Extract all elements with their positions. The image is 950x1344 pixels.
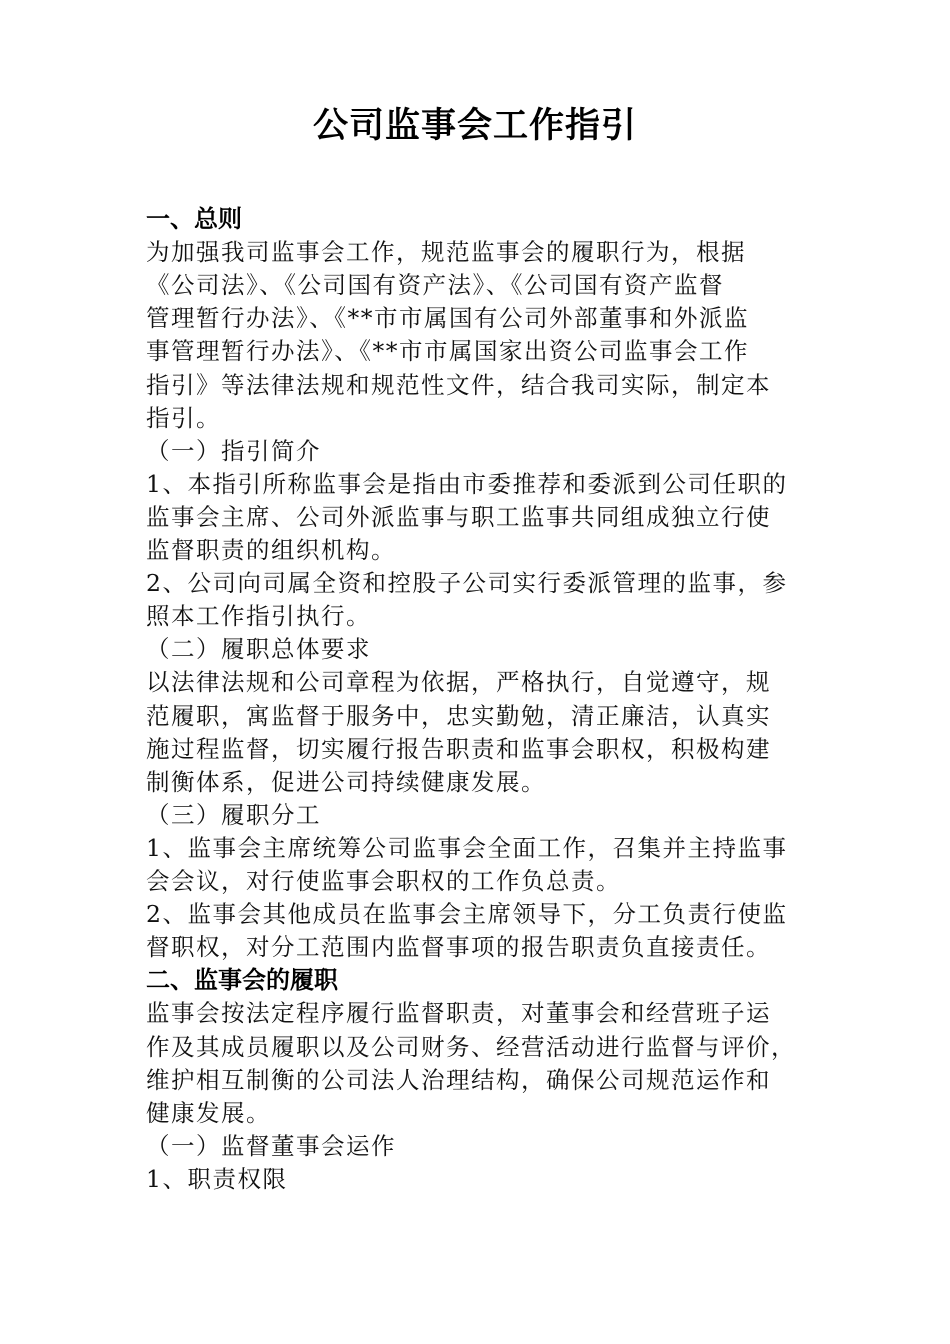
body-line: 制衡体系，促进公司持续健康发展。 <box>146 767 546 796</box>
body-line: （一）指引简介 <box>146 436 321 465</box>
body-line: 事管理暂行办法》、《**市市属国家出资公司监事会工作 <box>146 337 749 366</box>
body-line: 以法律法规和公司章程为依据，严格执行，自觉遵守，规 <box>146 668 771 697</box>
body-line: 会会议，对行使监事会职权的工作负总责。 <box>146 867 621 895</box>
body-line: 作及其成员履职以及公司财务、经营活动进行监督与评价， <box>146 1032 796 1061</box>
section-heading: 二、监事会的履职 <box>146 966 338 995</box>
body-line: 健康发展。 <box>146 1098 271 1127</box>
body-line: 为加强我司监事会工作，规范监事会的履职行为，根据 <box>146 238 746 267</box>
body-line: （一）监督董事会运作 <box>146 1131 396 1160</box>
body-line: （三）履职分工 <box>146 800 321 829</box>
body-line: 1、监事会主席统筹公司监事会全面工作，召集并主持监事 <box>146 833 788 862</box>
body-line: 施过程监督，切实履行报告职责和监事会职权，积极构建 <box>146 734 771 763</box>
body-line: 督职权，对分工范围内监督事项的报告职责负直接责任。 <box>146 933 771 962</box>
body-line: 2、公司向司属全资和控股子公司实行委派管理的监事，参 <box>146 569 788 598</box>
body-line: 照本工作指引执行。 <box>146 602 371 631</box>
body-line: 维护相互制衡的公司法人治理结构，确保公司规范运作和 <box>146 1065 771 1094</box>
body-line: 指引》等法律法规和规范性文件，结合我司实际，制定本 <box>146 370 771 399</box>
body-line: 2、监事会其他成员在监事会主席领导下，分工负责行使监 <box>146 900 788 929</box>
body-line: 指引。 <box>146 403 221 432</box>
body-line: 管理暂行办法》、《**市市属国有公司外部董事和外派监 <box>146 304 749 333</box>
body-line: 监事会按法定程序履行监督职责，对董事会和经营班子运 <box>146 999 771 1028</box>
body-line: （二）履职总体要求 <box>146 635 371 664</box>
body-line: 《公司法》、《公司国有资产法》、《公司国有资产监督 <box>146 271 724 300</box>
body-line: 1、本指引所称监事会是指由市委推荐和委派到公司任职的 <box>146 469 788 498</box>
body-line: 1、职责权限 <box>146 1164 288 1193</box>
body-line: 监督职责的组织机构。 <box>146 536 396 564</box>
body-line: 监事会主席、公司外派监事与职工监事共同组成独立行使 <box>146 502 771 531</box>
document-title: 公司监事会工作指引 <box>312 106 637 146</box>
body-line: 范履职，寓监督于服务中，忠实勤勉，清正廉洁，认真实 <box>146 701 771 730</box>
section-heading: 一、总则 <box>146 205 242 233</box>
